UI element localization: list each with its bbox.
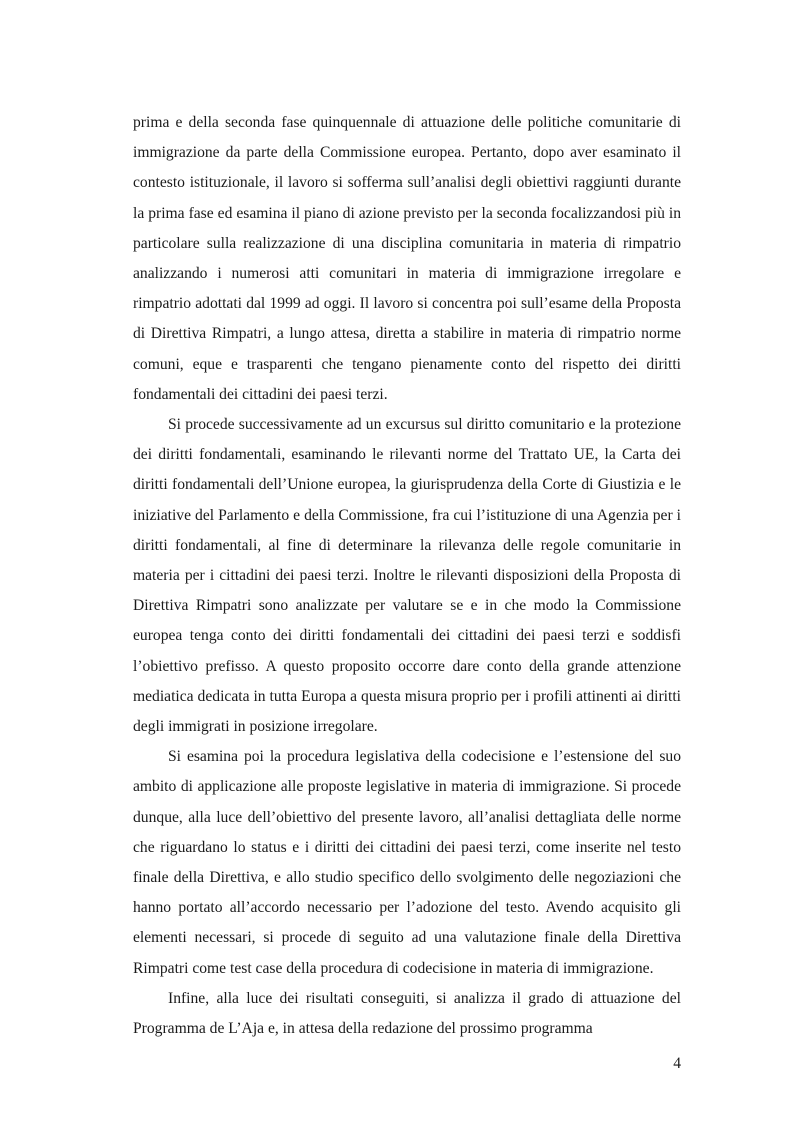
paragraph-2: Si procede successivamente ad un excursus sul diritto comunitario e la protezione dei diritti fondamentali, esaminando le rilevanti norme del Trattato UE, la Carta dei diritti fondamentali dell’Unione europea, la giurisprudenza della Corte di Giustizia e le iniziative del Parlamento e della Commissione, fra cui l’istituzione di una Agenzia per i diritti fondamentali, al fine di determinare la rilevanza delle regole comunitarie in materia per i cittadini dei paesi terzi. Inoltre le rilevanti disposizioni della Proposta di Direttiva Rimpatri sono analizzate per valutare se e in che modo la Commissione europea tenga conto dei diritti fondamentali dei cittadini dei paesi terzi e soddisfi l’obiettivo prefisso. A questo proposito occorre dare conto della grande attenzione mediatica dedicata in tutta Europa a questa misura proprio per i profili attinenti ai diritti degli immigrati in posizione irregolare. (133, 416, 681, 736)
paragraph-4: Infine, alla luce dei risultati conseguiti, si analizza il grado di attuazione del Programma de L’Aja e, in attesa della redazione del prossimo programma (133, 989, 681, 1038)
paragraph-3: Si esamina poi la procedura legislativa della codecisione e l’estensione del suo ambito di applicazione alle proposte legislative in materia di immigrazione. Si procede dunque, alla luce dell’obiettivo del presente lavoro, all’analisi dettagliata delle norme che riguardano lo status e i diritti dei cittadini dei paesi terzi, come inserite nel testo finale della Direttiva, e allo studio specifico dello svolgimento delle negoziazioni che hanno portato all’accordo necessario per l’adozione del testo. Avendo acquisito gli elementi necessari, si procede di seguito ad una valutazione finale della Direttiva Rimpatri come test case della procedura di codecisione in materia di immigrazione. (133, 748, 681, 977)
page-number: 4 (673, 1055, 681, 1072)
body-text (133, 108, 681, 1044)
paragraph-1: prima e della seconda fase quinquennale di attuazione delle politiche comunitarie di immigrazione da parte della Commissione europea. Pertanto, dopo aver esaminato il contesto istituzionale, il lavoro si sofferma sull’analisi degli obiettivi raggiunti durante la prima fase ed esamina il piano di azione previsto per la seconda focalizzandosi più in particolare sulla realizzazione di una disciplina comunitaria in materia di rimpatrio analizzando i numerosi atti comunitari in materia di immigrazione irregolare e rimpatrio adottati dal 1999 ad oggi. Il lavoro si concentra poi sull’esame della Proposta di Direttiva Rimpatri, a lungo attesa, diretta a stabilire in materia di rimpatrio norme comuni, eque e trasparenti che tengano pienamente conto del rispetto dei diritti fondamentali dei cittadini dei paesi terzi. (133, 114, 681, 403)
